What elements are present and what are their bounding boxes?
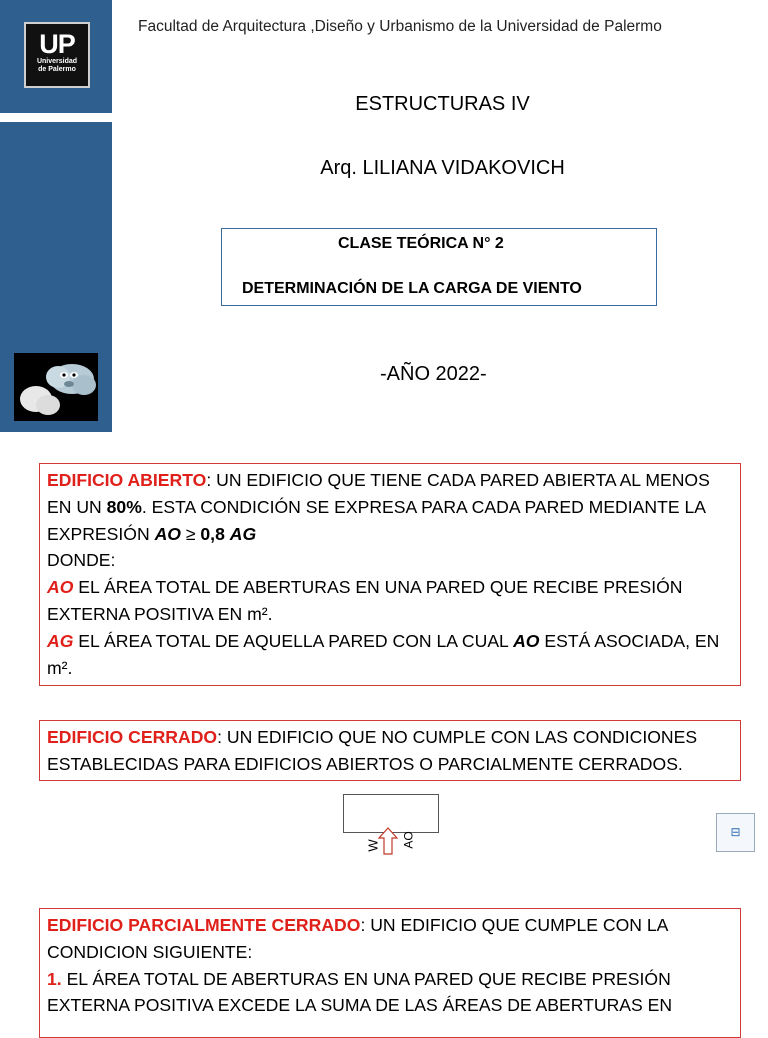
partial-condition-text: EL ÁREA TOTAL DE ABERTURAS EN UNA PARED QUE RECIBE PRESIÓN EXTERNA POSITIVA EXCEDE LA SUMA DE LAS ÁREAS DE ABERTURAS EN [47, 968, 673, 1016]
logo-sub-line1: Universidad [36, 58, 78, 65]
donde-line: DONDE: [47, 550, 116, 571]
year-label: -AÑO 2022- [380, 363, 487, 385]
logo-mark: UP [39, 29, 75, 59]
course-title: ESTRUCTURAS IV [355, 93, 530, 115]
ao-def: EL ÁREA TOTAL DE ABERTURAS EN UNA PARED QUE RECIBE PRESIÓN EXTERNA POSITIVA EN m². [47, 577, 683, 624]
formula-ag: AG [229, 523, 257, 544]
faculty-title: Facultad de Arquitectura ,Diseño y Urbanismo de la Universidad de Palermo [138, 18, 662, 35]
university-logo [24, 22, 90, 88]
open-building-term: EDIFICIO ABIERTO [47, 470, 207, 490]
ao-definition [47, 574, 732, 628]
closed-building-def: : UN EDIFICIO QUE NO CUMPLE CON LAS CONDICIONES ESTABLECIDAS PARA EDIFICIOS ABIERTOS O PARCIALMENTE CERRADOS. [47, 727, 698, 774]
ag-term: AG [47, 630, 74, 651]
partial-building-text [47, 912, 732, 966]
class-title: CLASE TEÓRICA N° 2 [338, 235, 504, 252]
ao-term: AO [47, 577, 74, 598]
open-building-box [39, 463, 741, 686]
class-subtitle: DETERMINACIÓN DE LA CARGA DE VIENTO [242, 280, 582, 297]
ag-def-2: ESTÁ ASOCIADA, EN m². [47, 630, 720, 678]
partial-building-term: EDIFICIO PARCIALMENTE CERRADO [47, 915, 361, 935]
formula-coef: 0,8 [200, 523, 225, 544]
ag-definition [47, 628, 732, 682]
closed-building-box [39, 720, 741, 781]
open-building-percent: 80% [106, 496, 142, 517]
ag-def-ao: AO [513, 630, 540, 651]
closed-building-term: EDIFICIO CERRADO [47, 727, 218, 747]
logo-sub-line2: de Palermo [38, 66, 76, 73]
open-building-text-2: . ESTA CONDICIÓN SE EXPRESA PARA CADA PARED MEDIANTE LA EXPRESIÓN [47, 496, 706, 544]
partial-condition-1 [47, 966, 732, 1020]
formula-ge: ≥ [180, 523, 201, 544]
diagram-w-label: W [365, 839, 381, 852]
formula-ao: AO [154, 523, 181, 544]
page-nav-icon[interactable]: ⊟ [716, 813, 755, 852]
teacher-name: Arq. LILIANA VIDAKOVICH [320, 157, 565, 179]
ag-def-1: EL ÁREA TOTAL DE AQUELLA PARED CON LA CUAL [73, 630, 514, 651]
open-building-text [47, 467, 732, 547]
wind-cloud-icon [14, 353, 98, 421]
title-slide [0, 0, 768, 432]
partial-building-def: : UN EDIFICIO QUE CUMPLE CON LA CONDICION SIGUIENTE: [47, 915, 668, 962]
class-box [221, 228, 657, 306]
partial-condition-number: 1. [47, 968, 62, 989]
slide-separator [0, 432, 768, 442]
closed-building-text [47, 724, 732, 778]
open-building-text-1: : UN EDIFICIO QUE TIENE CADA PARED ABIERTA AL MENOS EN UN [47, 470, 710, 517]
partial-building-box [39, 908, 741, 1038]
diagram-ao-label: AO [401, 831, 416, 849]
